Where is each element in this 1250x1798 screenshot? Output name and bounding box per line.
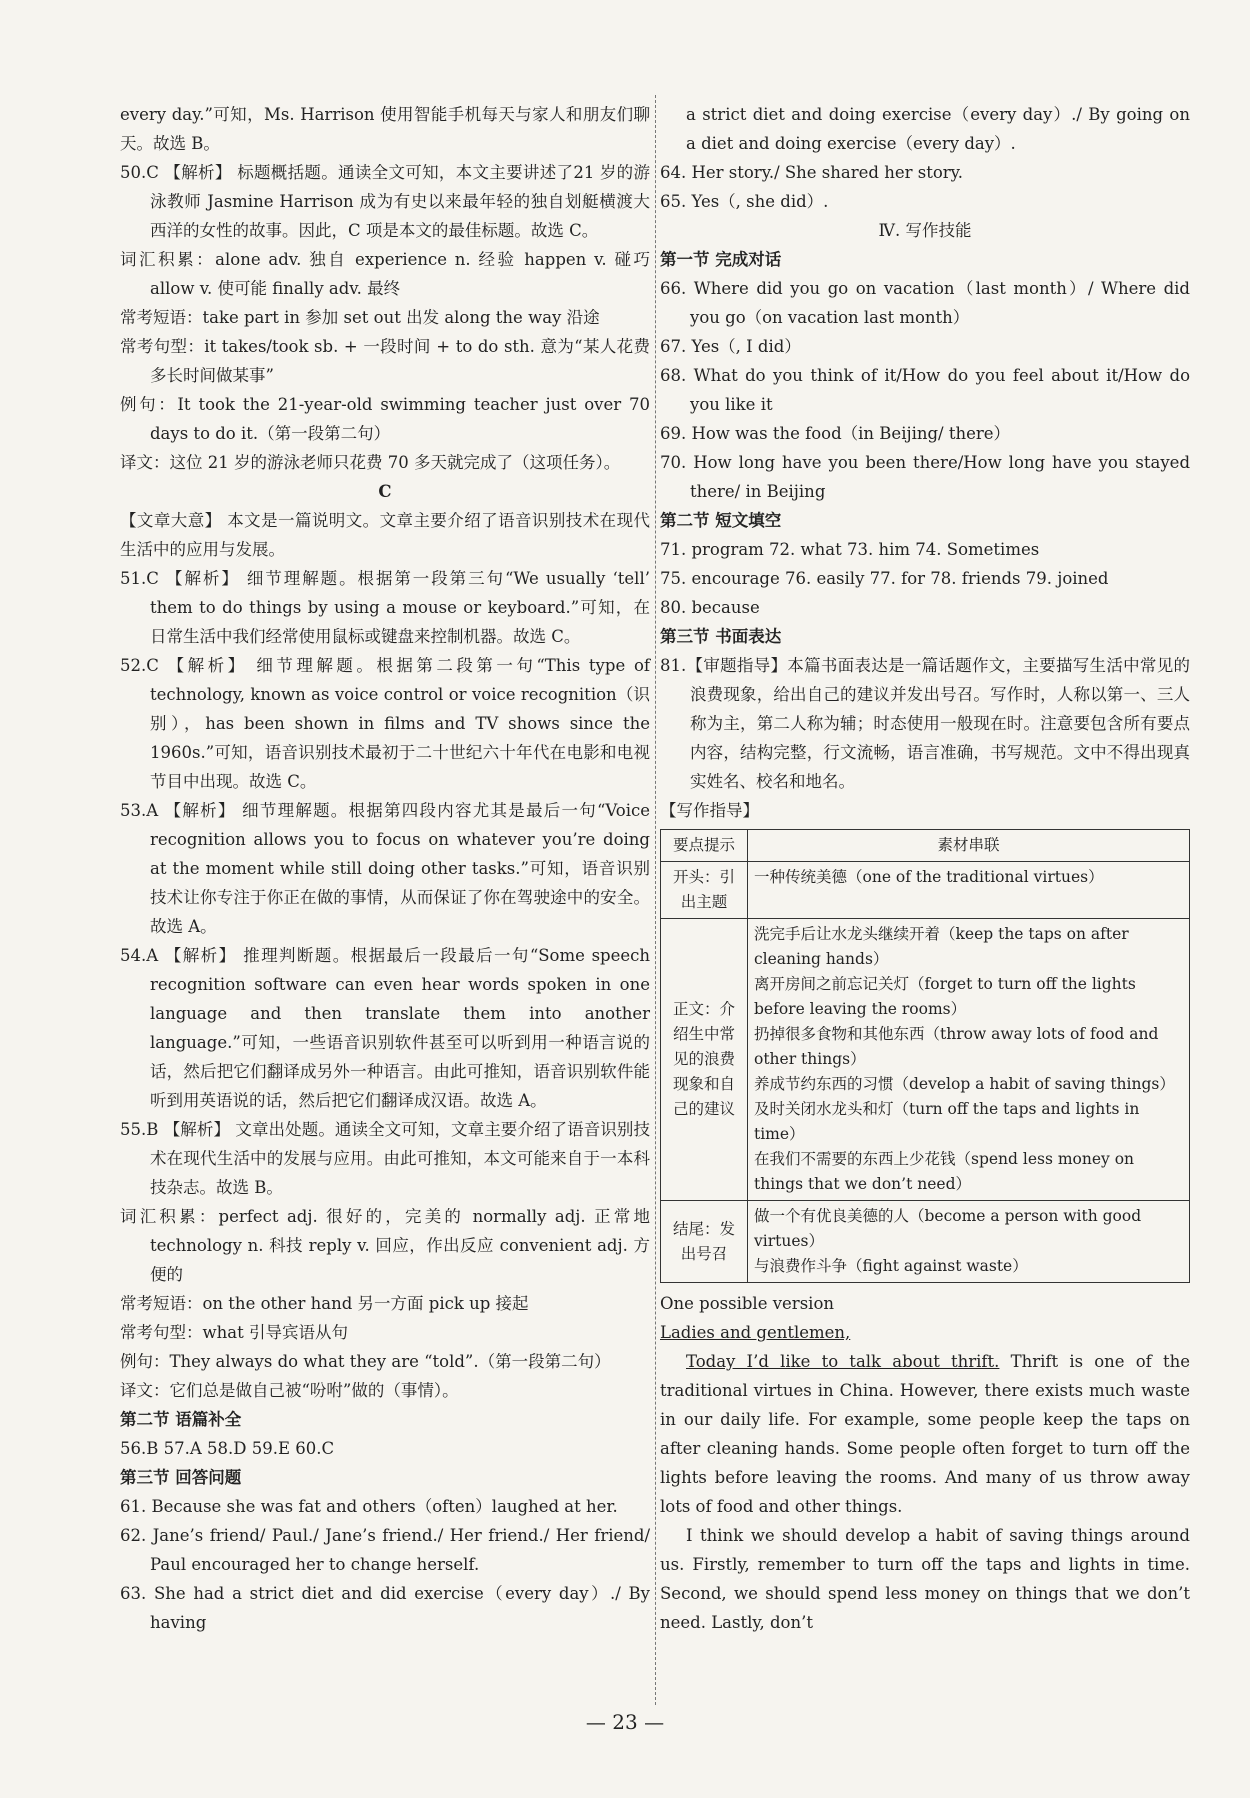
text-line: 62. Jane’s friend/ Paul./ Jane’s friend./ Her friend./ Her friend/ Paul encouraged her to change herself. xyxy=(120,1526,650,1574)
text-line: 65. Yes（, she did）. xyxy=(660,192,829,211)
table-material-cell xyxy=(748,919,1190,1201)
text-line: every day.”可知，Ms. Harrison 使用智能手机每天与家人和朋友们聊天。故选 B。 xyxy=(120,105,650,153)
material-item: 扔掉很多食物和其他东西（throw away lots of food and other things） xyxy=(754,1025,1159,1068)
table-row xyxy=(661,919,1190,1201)
table-header-key: 要点提示 xyxy=(661,830,748,862)
column-divider xyxy=(655,95,656,1705)
essay-topic-sentence: Today I’d like to talk about thrift. xyxy=(686,1352,1000,1371)
material-item: 一种传统美德（one of the traditional virtues） xyxy=(754,868,1104,886)
table-header-material: 素材串联 xyxy=(748,830,1190,862)
material-item: 在我们不需要的东西上少花钱（spend less money on things that we don’t need） xyxy=(754,1150,1135,1193)
essay-greeting: Ladies and gentlemen, xyxy=(660,1323,851,1342)
right-column xyxy=(660,100,1190,1637)
right-top-section xyxy=(660,100,1190,825)
text-line: 75. encourage 76. easily 77. for 78. friends 79. joined xyxy=(660,569,1109,588)
text-line: 54.A 【解析】 推理判断题。根据最后一段最后一句“Some speech recognition software can even hear words spoken in one language and then translate them into another language.”可知，一些语音识别软件甚至可以听到用一种语言说的话，然后把它们翻译成另外一种语言。由此可推知，语音识别软件能听到用英语说的话，然后把它们翻译成汉语。故选 A。 xyxy=(120,946,650,1110)
text-line: Ⅳ. 写作技能 xyxy=(878,221,972,240)
text-line: 常考句型：what 引导宾语从句 xyxy=(120,1323,348,1342)
text-line: C xyxy=(378,482,392,501)
essay-version-label: One possible version xyxy=(660,1294,834,1313)
text-line: a strict diet and doing exercise（every day）./ By going on a diet and doing exercise（every day）. xyxy=(686,105,1190,153)
writing-guide-table xyxy=(660,829,1190,1283)
text-line: 【文章大意】 本文是一篇说明文。文章主要介绍了语音识别技术在现代生活中的应用与发展。 xyxy=(120,511,650,559)
text-line: 例句：They always do what they are “told”.（第一段第二句） xyxy=(120,1352,611,1371)
table-material-cell xyxy=(748,862,1190,919)
text-line: 81.【审题指导】本篇书面表达是一篇话题作文，主要描写生活中常见的浪费现象，给出自己的建议并发出号召。写作时，人称以第一、三人称为主，第二人称为辅；时态使用一般现在时。注意要包含所有要点内容，结构完整，行文流畅，语言准确，书写规范。文中不得出现真实姓名、校名和地名。 xyxy=(660,656,1190,791)
essay-paragraph-2: I think we should develop a habit of saving things around us. Firstly, remember to turn off the taps and lights in time. Second, we should spend less money on things that we don’t need. Lastly, don’t xyxy=(660,1526,1190,1632)
text-line: 常考句型：it takes/took sb. + 一段时间 + to do sth. 意为“某人花费多长时间做某事” xyxy=(120,337,650,385)
table-key-cell: 结尾：发出号召 xyxy=(661,1201,748,1283)
material-item: 及时关闭水龙头和灯（turn off the taps and lights in time） xyxy=(754,1100,1140,1143)
text-line: 69. How was the food（in Beijing/ there） xyxy=(660,424,1011,443)
section-heading: 第三节 回答问题 xyxy=(120,1468,242,1487)
section-heading: 第一节 完成对话 xyxy=(660,250,782,269)
text-line: 53.A 【解析】 细节理解题。根据第四段内容尤其是最后一句“Voice recognition allows you to focus on whatever you’re doing at the moment while still doing other tasks.”可知，语音识别技术让你专注于你正在做的事情，从而保证了你在驾驶途中的安全。故选 A。 xyxy=(120,801,650,936)
left-column xyxy=(120,100,650,1637)
table-key-cell: 开头：引出主题 xyxy=(661,862,748,919)
model-essay xyxy=(660,1289,1190,1637)
text-line: 56.B 57.A 58.D 59.E 60.C xyxy=(120,1439,335,1458)
section-heading: 第二节 语篇补全 xyxy=(120,1410,242,1429)
text-line: 71. program 72. what 73. him 74. Sometimes xyxy=(660,540,1040,559)
text-line: 译文：这位 21 岁的游泳老师只花费 70 多天就完成了（这项任务）。 xyxy=(120,453,621,472)
text-line: 67. Yes（, I did） xyxy=(660,337,801,356)
table-key-cell: 正文：介绍生中常见的浪费现象和自己的建议 xyxy=(661,919,748,1201)
text-line: 常考短语：take part in 参加 set out 出发 along the way 沿途 xyxy=(120,308,600,327)
text-line: 66. Where did you go on vacation（last month）/ Where did you go（on vacation last month） xyxy=(660,279,1190,327)
text-line: 63. She had a strict diet and did exercise（every day）./ By having xyxy=(120,1584,650,1632)
text-line: 52.C 【解析】 细节理解题。根据第二段第一句“This type of technology, known as voice control or voice recognition（识别），has been shown in films and TV shows since the 1960s.”可知，语音识别技术最初于二十世纪六十年代在电影和电视节目中出现。故选 C。 xyxy=(120,656,650,791)
section-heading: 第二节 短文填空 xyxy=(660,511,782,530)
text-line: 80. because xyxy=(660,598,760,617)
table-row xyxy=(661,862,1190,919)
material-item: 养成节约东西的习惯（develop a habit of saving things） xyxy=(754,1075,1175,1093)
essay-paragraph-1 xyxy=(660,1347,1190,1521)
text-line: 例句：It took the 21-year-old swimming teacher just over 70 days to do it.（第一段第二句） xyxy=(120,395,650,443)
page-number: — 23 — xyxy=(585,1710,665,1734)
text-line: 常考短语：on the other hand 另一方面 pick up 接起 xyxy=(120,1294,529,1313)
text-line: 61. Because she was fat and others（often）laughed at her. xyxy=(120,1497,618,1516)
section-heading: 第三节 书面表达 xyxy=(660,627,782,646)
table-row xyxy=(661,1201,1190,1283)
text-line: 50.C 【解析】 标题概括题。通读全文可知，本文主要讲述了21 岁的游泳教师 Jasmine Harrison 成为有史以来最年轻的独自划艇横渡大西洋的女性的故事。因此，C 项是本文的最佳标题。故选 C。 xyxy=(120,163,650,240)
text-line: 词汇积累：alone adv. 独自 experience n. 经验 happen v. 碰巧 allow v. 使可能 finally adv. 最终 xyxy=(120,250,650,298)
table-material-cell xyxy=(748,1201,1190,1283)
text-line: 64. Her story./ She shared her story. xyxy=(660,163,964,182)
text-line: 51.C 【解析】 细节理解题。根据第一段第三句“We usually ‘tell’ them to do things by using a mouse or keyboard.”可知，在日常生活中我们经常使用鼠标或键盘来控制机器。故选 C。 xyxy=(120,569,650,646)
material-item: 做一个有优良美德的人（become a person with good virtues） xyxy=(754,1207,1142,1250)
text-line: 【写作指导】 xyxy=(660,801,759,820)
text-line: 68. What do you think of it/How do you feel about it/How do you like it xyxy=(660,366,1190,414)
text-line: 译文：它们总是做自己被“吩咐”做的（事情）。 xyxy=(120,1381,459,1400)
material-item: 与浪费作斗争（fight against waste） xyxy=(754,1257,1028,1275)
text-line: 70. How long have you been there/How long have you stayed there/ in Beijing xyxy=(660,453,1190,501)
text-line: 词汇积累：perfect adj. 很好的，完美的 normally adj. 正常地 technology n. 科技 reply v. 回应，作出反应 convenient adj. 方便的 xyxy=(120,1207,650,1284)
material-item: 离开房间之前忘记关灯（forget to turn off the lights before leaving the rooms） xyxy=(754,975,1136,1018)
essay-paragraph-1-rest: Thrift is one of the traditional virtues in China. However, there exists much waste in our daily life. For example, some people keep the taps on after cleaning hands. Some people often forget to turn off the lights before leaving the rooms. And many of us throw away lots of food and other things. xyxy=(660,1352,1190,1516)
material-item: 洗完手后让水龙头继续开着（keep the taps on after cleaning hands） xyxy=(754,925,1129,968)
text-line: 55.B 【解析】 文章出处题。通读全文可知，文章主要介绍了语音识别技术在现代生活中的发展与应用。由此可推知，本文可能来自于一本科技杂志。故选 B。 xyxy=(120,1120,650,1197)
